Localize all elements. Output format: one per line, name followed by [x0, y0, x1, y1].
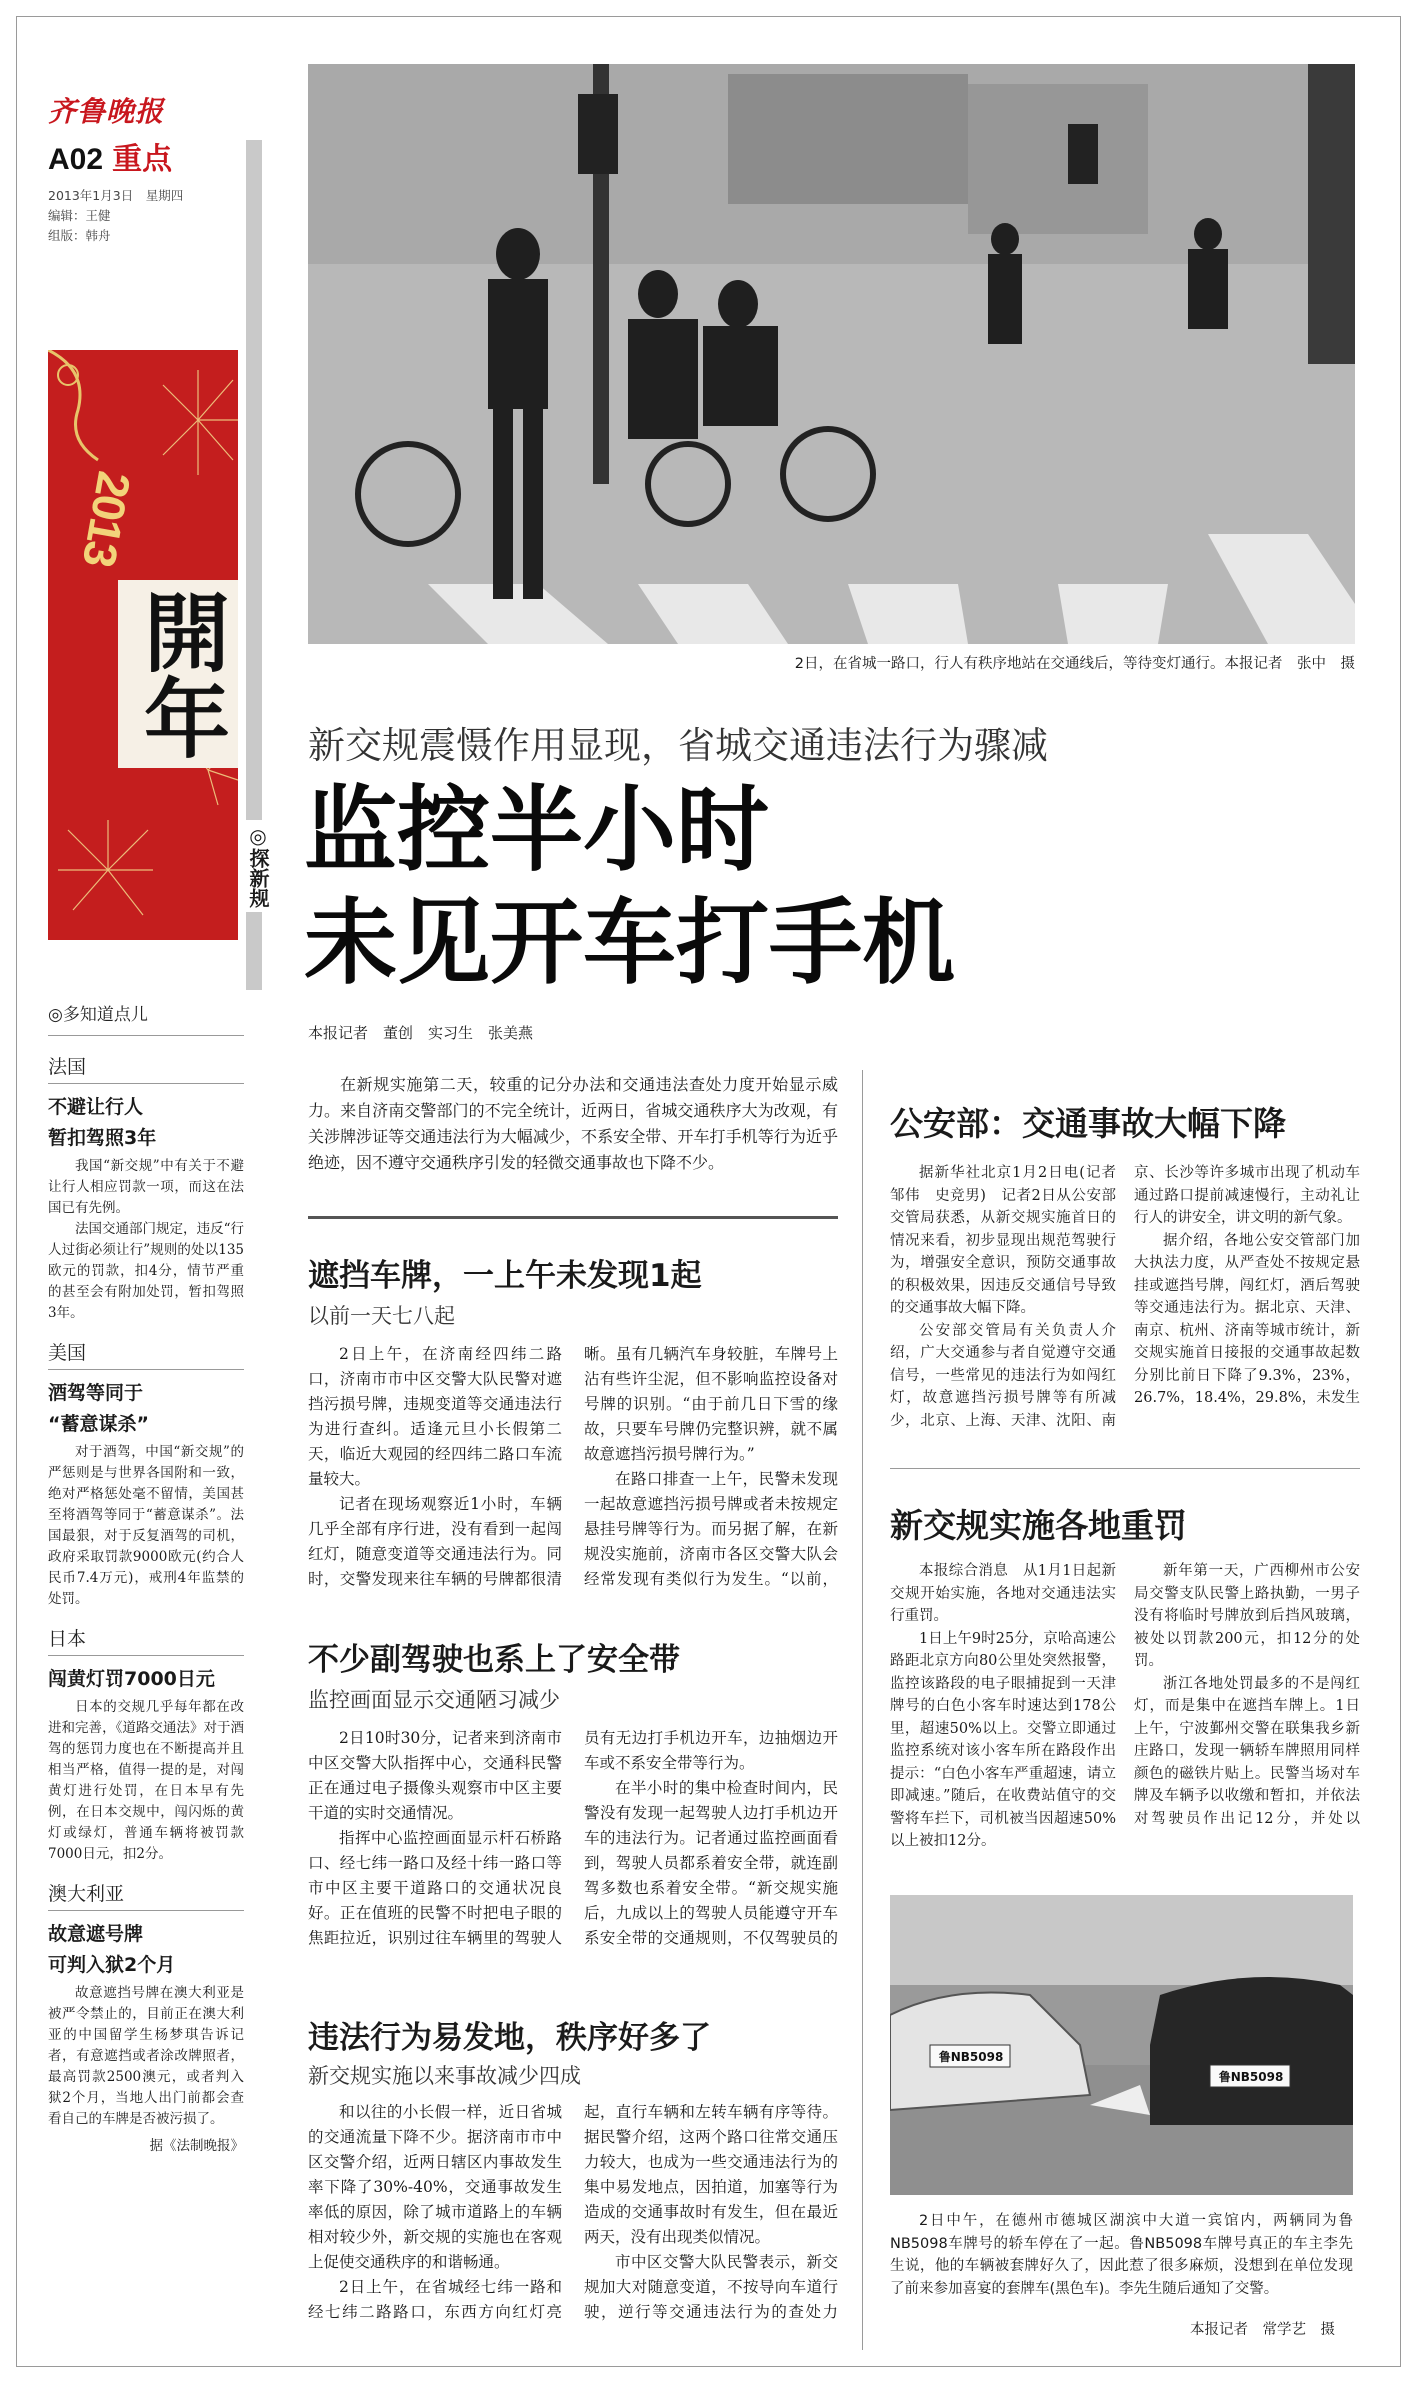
box1-p1: 据新华社北京1月2日电(记者 邹伟 史竞男) 记者2日从公安部交管局获悉，从新交规实施首日的情况来看，初步显现出规范驾驶行为，增强安全意识，预防交通事故的积极效果，因违反交通信号导致的交通事故大幅下降。: [890, 1165, 1131, 1316]
section1-deck: 以前一天七八起: [308, 1304, 455, 1328]
lead-divider: [308, 1216, 838, 1219]
page-label: [48, 134, 228, 178]
box2-p4: 浙江各地处罚最多的不是闯红灯，而是集中在遮挡车牌上。1日上午，宁波鄞州交警在联集我乡新庄路口，发现一辆轿车牌照用同样颜色的磁铁片贴上。民警当场对车牌及车辆予以收缴和暂扣，并依法对驾驶员作出记12分，并处以: [1134, 1675, 1360, 1827]
section1-title: 遮挡车牌，一上午未发现1起: [308, 1258, 702, 1294]
street-scene: [308, 64, 1355, 644]
lead-intro: 在新规实施第二天，较重的记分办法和交通违法查处力度开始显示威力。来自济南交警部门的不完全统计，近两日，省城交通秩序大为改观，有关涉牌涉证等交通违法行为大幅减少，不系安全带、开车打手机等行为近乎绝迹，因不遵守交通秩序引发的轻微交通事故也下降不少。: [308, 1075, 838, 1172]
parking-photo: [890, 1895, 1353, 2195]
two-cars-scene: [890, 1895, 1353, 2195]
banner-text: 開年: [118, 580, 238, 768]
box2-p2: 1日上午9时25分，京哈高速公路距北京方向80公里处突然报警，监控该路段的电子眼捕捉到一天津牌号的白色小客车时速达到178公里，超速50%以上。交警立即通过监控系统对该小客车所在路段作出提示：“白色小客车严重超速，请立即减速。”随后，在收费站值守的交警将车拦下，司机被当因超速50%以上被扣12分。: [890, 1630, 1116, 1849]
item-body: 法国交通部门规定，违反“行人过街必须让行”规则的处以135欧元的罚款，扣4分，情节严重的甚至会有附加处罚，暂扣驾照3年。: [48, 1221, 244, 1321]
paper-name: 齐鲁晚报: [48, 95, 165, 128]
box-divider: [890, 1468, 1360, 1469]
plate-black-car: 鲁NB5098: [1218, 2070, 1284, 2084]
item-body: 日本的交规几乎每年都在改进和完善，《道路交通法》对于酒驾的惩罚力度也在不断提高并且相当严格，值得一提的是，对闯黄灯进行处罚，在日本早有先例，在日本交规中，闯闪烁的黄灯或绿灯，普通车辆将被罚款7000日元，扣2分。: [48, 1699, 244, 1862]
kicker: 新交规震慑作用显现，省城交通违法行为骤减: [308, 724, 1048, 767]
item-body: 故意遮挡号牌在澳大利亚是被严令禁止的，目前正在澳大利亚的中国留学生杨梦琪告诉记者，有意遮挡或者涂改牌照者，最高罚款2500澳元，或者判入狱2个月，当地人出门前都会查看自己的车牌是否被污损了。: [48, 1985, 244, 2127]
item-title: 可判入狱2个月: [48, 1954, 176, 1976]
item-title: 暂扣驾照3年: [48, 1127, 157, 1149]
parking-photo-credit: 本报记者 常学艺 摄: [1190, 2322, 1335, 2338]
item-title: 酒驾等同于: [48, 1382, 144, 1404]
country-label: 日本: [48, 1624, 244, 1656]
layout-editor: 组版：韩舟: [48, 228, 111, 243]
section3-title: 违法行为易发地，秩序好多了: [308, 2020, 711, 2056]
sidebar-item-france: [48, 1052, 244, 1324]
country-label: 美国: [48, 1338, 244, 1370]
item-body: 我国“新交规”中有关于不避让行人相应罚款一项，而这在法国已有先例。: [48, 1158, 244, 1216]
section3-deck: 新交规实施以来事故减少四成: [308, 2064, 581, 2088]
sidebar-item-usa: [48, 1338, 244, 1610]
country-label: 法国: [48, 1052, 244, 1084]
box2-body: [890, 1560, 1360, 1870]
sidebar-item-japan: [48, 1624, 244, 1865]
top-photo-caption: 2日，在省城一路口，行人有秩序地站在交通线后，等待变灯通行。本报记者 张中 摄: [794, 656, 1355, 672]
section3-p3: 市中区交警大队民警表示，新交规加大对随意变道，不按导向车道行驶，逆行等交通违法行为的查处力: [584, 2253, 838, 2321]
issue-date: 2013年1月3日 星期四: [48, 188, 184, 203]
top-photo: [308, 64, 1355, 644]
box2-title: 新交规实施各地重罚: [890, 1506, 1187, 1545]
item-source: 据《法制晚报》: [149, 2138, 244, 2154]
item-title: 闯黄灯罚7000日元: [48, 1668, 215, 1690]
page-number: A02: [48, 143, 104, 176]
section2-p1: 2日10时30分，记者来到济南市中区交警大队指挥中心，交通科民警正在通过电子摄像头观察市中区主要干道的实时交通情况。: [308, 1729, 562, 1822]
section2-title: 不少副驾驶也系上了安全带: [308, 1642, 680, 1678]
section1-p2: 记者在现场观察近1小时，车辆几乎全部有序行进，没有看到一起闯红灯，随意变道等交通违法行为。同时，交警发现来往车辆的号牌都很清晰。虽有几辆汽车身较脏，车牌号上沾有些许尘泥，但不影响监控设备对号牌的识别。“由于前几日下雪的缘故，只要车号牌仍完整识辨，就不属故意遮挡污损号牌行为。”: [308, 1345, 838, 1588]
column-divider: [862, 1070, 863, 2350]
sidebar-item-australia: [48, 1879, 244, 2154]
sidebar-news: [48, 1000, 244, 2154]
section2-p2: 指挥中心监控画面显示杆石桥路口、经七纬一路口及经十纬一路口等市中区主要干道路口的交通状况良好。正在值班的民警不时把电子眼的焦距拉近，识别过往车辆里的驾驶人员有无边打手机边开车，边抽烟边开车或不系安全带等行为。: [308, 1729, 838, 1947]
box2-p1: 本报综合消息 从1月1日起新交规开始实施，各地对交通违法实行重罚。: [890, 1563, 1116, 1624]
new-year-banner: [48, 350, 238, 940]
box1-p2: 公安部交管局有关负责人介绍，广大交通参与者自觉遵守交通信号，一些常见的违法行为如闯红灯，故意遮挡污损号牌等有所减少，北京、上海、天津、沈阳、南京、长沙等许多城市出现了机动车通过路口提前减速慢行，主动礼让行人的讲安全，讲文明的新气象。: [890, 1165, 1360, 1429]
sidebar-heading: ◎多知道点儿: [48, 1000, 244, 1036]
section2-body: [308, 1726, 838, 1988]
headline-line1: 监控半小时: [304, 776, 769, 884]
item-title: 不避让行人: [48, 1096, 144, 1118]
section1-p1: 2日上午，在济南经四纬二路口，济南市市中区交警大队民警对遮挡污损号牌，违规变道等交通违法行为进行查纠。适逢元旦小长假第二天，临近大观园的经四纬二路口车流量较大。: [308, 1345, 562, 1488]
item-body: 对于酒驾，中国“新交规”的严惩则是与世界各国附和一致，绝对严格惩处毫不留情，美国甚至将酒驾等同于“蓄意谋杀”。法国最狠，对于反复酒驾的司机，政府采取罚款9000欧元(约合人民币7.4万元)，戒刑4年监禁的处罚。: [48, 1444, 244, 1607]
byline: 本报记者 董创 实习生 张美燕: [308, 1024, 534, 1042]
masthead: [48, 90, 228, 244]
editor: 编辑：王健: [48, 208, 111, 223]
plate-white-car: 鲁NB5098: [938, 2050, 1004, 2064]
section1-p3: 在路口排查一上午，民警未发现一起故意遮挡污损号牌或者未按规定悬挂号牌等行为。而另据了解，在新规没实施前，济南市各区交警大队会经常发现有类似行为发生。“以前，: [584, 1470, 838, 1588]
country-label: 澳大利亚: [48, 1879, 244, 1911]
box1-title: 公安部：交通事故大幅下降: [890, 1104, 1286, 1143]
banner-year: 2013: [73, 467, 141, 570]
section2-p3: 在半小时的集中检查时间内，民警没有发现一起驾驶人边打手机边开车的违法行为。记者通过监控画面看到，驾驶人员都系着安全带，就连副驾多数也系着安全带。“新交规实施后，九成以上的驾驶人员能遵守开车系安全带的交通规则，不仅驾驶员的: [584, 1779, 838, 1947]
box1-p3: 据介绍，各地公安交管部门加大执法力度，从严查处不按规定悬挂或遮挡号牌，闯红灯，酒后驾驶等交通违法行为。据北京、天津、南京、杭州、济南等城市统计，新交规实施首日接报的交通事故起数分别比前日下降了9.3%，23%，26.7%，18.4%，29.8%，未发生: [1134, 1232, 1360, 1406]
section3-p2: 2日上午，在省城经七纬一路和经七纬二路路口，东西方向红灯亮起，直行车辆和左转车辆有序等待。据民警介绍，这两个路口往常交通压力较大，也成为一些交通违法行为的集中易发地点，因拍道，加塞等行为造成的交通事故时有发生，但在最近两天，没有出现类似情况。: [308, 2103, 838, 2321]
item-title: 故意遮号牌: [48, 1923, 144, 1945]
item-title: “蓄意谋杀”: [48, 1413, 149, 1435]
section3-p1: 和以往的小长假一样，近日省城的交通流量下降不少。据济南市市中区交警介绍，近两日辖区内事故发生率下降了30%-40%，交通事故发生率低的原因，除了城市道路上的车辆相对较少外，新交规的实施也在客观上促使交通秩序的和谐畅通。: [308, 2103, 562, 2271]
box2-p3: 新年第一天，广西柳州市公安局交警支队民警上路执勤，一男子没有将临时号牌放到后挡风玻璃，被处以罚款200元，扣12分的处罚。: [1134, 1563, 1360, 1669]
box1-body: [890, 1162, 1360, 1452]
headline-line2: 未见开车打手机: [304, 889, 955, 997]
section3-body: [308, 2100, 838, 2340]
parking-photo-caption: 2日中午，在德州市德城区湖滨中大道一宾馆内，两辆同为鲁NB5098车牌号的轿车停在了一起。鲁NB5098车牌号真正的车主李先生说，他的车辆被套牌好久了，因此惹了很多麻烦，没想到在单位发现了前来参加喜宴的套牌车(黑色车)。李先生随后通知了交警。: [890, 2213, 1353, 2297]
section1-body: [308, 1342, 838, 1604]
section2-deck: 监控画面显示交通陋习减少: [308, 1688, 560, 1712]
side-tag: ◎探新规: [244, 820, 273, 912]
section-name: 重点: [112, 142, 173, 177]
